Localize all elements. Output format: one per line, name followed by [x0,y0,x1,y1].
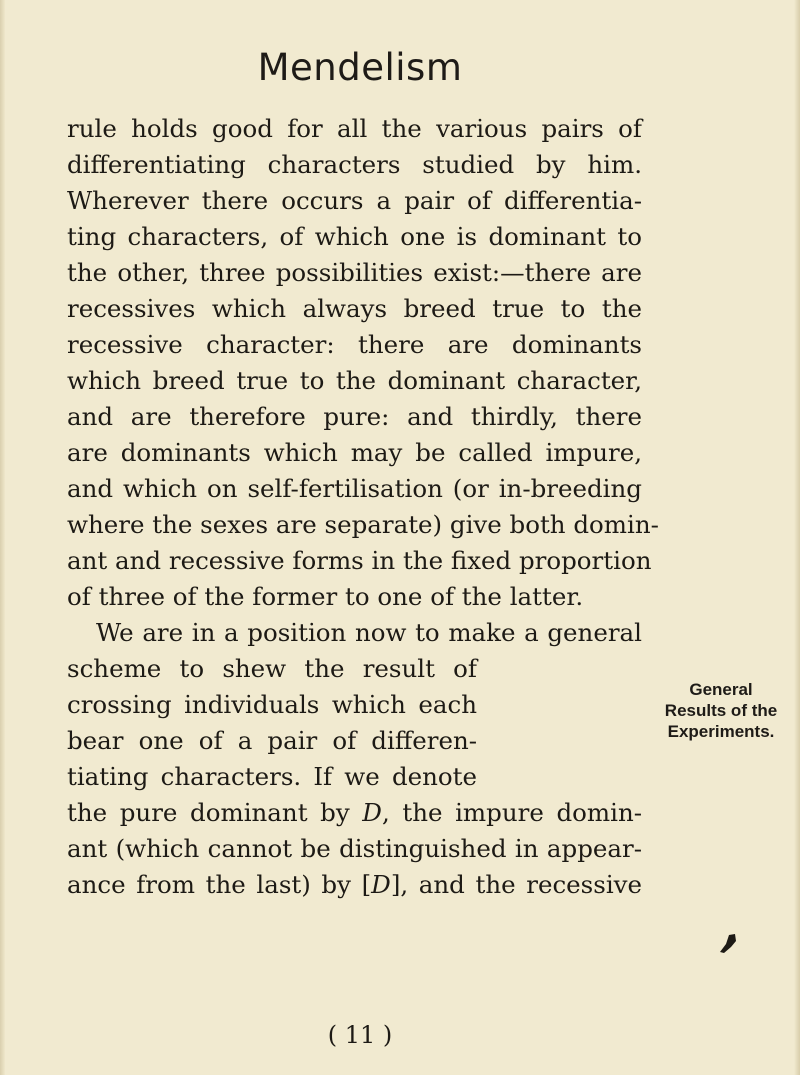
text-line-8: which breed true to the dominant character, [67,366,642,395]
text-line-22-start: ance from the last) by [ [67,870,372,899]
page-number: ( 11 ) [327,1021,393,1049]
text-line-20-start: the pure dominant by [67,798,363,827]
page-edge-left [0,0,5,1075]
text-line-12: where the sexes are separate) give both domin- [67,510,659,539]
text-line-15: We are in a position now to make a general [96,618,642,647]
text-line-1: rule holds good for all the various pairs of [67,114,642,143]
text-line-22-end: ], and the recessive [390,870,642,899]
running-head: Mendelism [257,46,463,89]
text-line-18: bear one of a pair of differen- [67,726,477,755]
margin-note-line-1: General [689,680,753,699]
text-line-19: tiating characters. If we denote [67,762,477,791]
text-line-20-end: , the impure domin- [381,798,643,827]
text-line-20 [67,795,642,831]
text-line-13: ant and recessive forms in the fixed proportion [67,546,652,575]
ink-blot-mark [718,932,738,954]
text-line-21: ant (which cannot be distinguished in appear- [67,834,642,863]
text-line-6: recessives which always breed true to the [67,294,642,323]
text-line-4: ting characters, of which one is dominant to [67,222,642,251]
text-line-16: scheme to shew the result of [67,654,477,683]
text-line-17: crossing individuals which each [67,690,477,719]
symbol-pure-dominant: D [362,798,382,827]
text-line-7: recessive character: there are dominants [67,330,642,359]
page-edge-right [794,0,800,1075]
text-line-9: and are therefore pure: and thirdly, there [67,402,642,431]
text-line-2: differentiating characters studied by him. [67,150,642,179]
margin-note [646,679,796,742]
text-line-10: are dominants which may be called impure, [67,438,642,467]
symbol-impure-dominant: D [371,870,391,899]
text-line-11: and which on self-fertilisation (or in-breeding [67,474,642,503]
text-line-5: the other, three possibilities exist:—there are [67,258,642,287]
margin-note-line-2: Results of the [664,701,778,720]
text-line-3: Wherever there occurs a pair of differentia- [67,186,642,215]
text-line-22 [67,867,642,903]
text-line-14: of three of the former to one of the latter. [67,582,584,611]
margin-note-line-3: Experiments. [667,722,775,741]
